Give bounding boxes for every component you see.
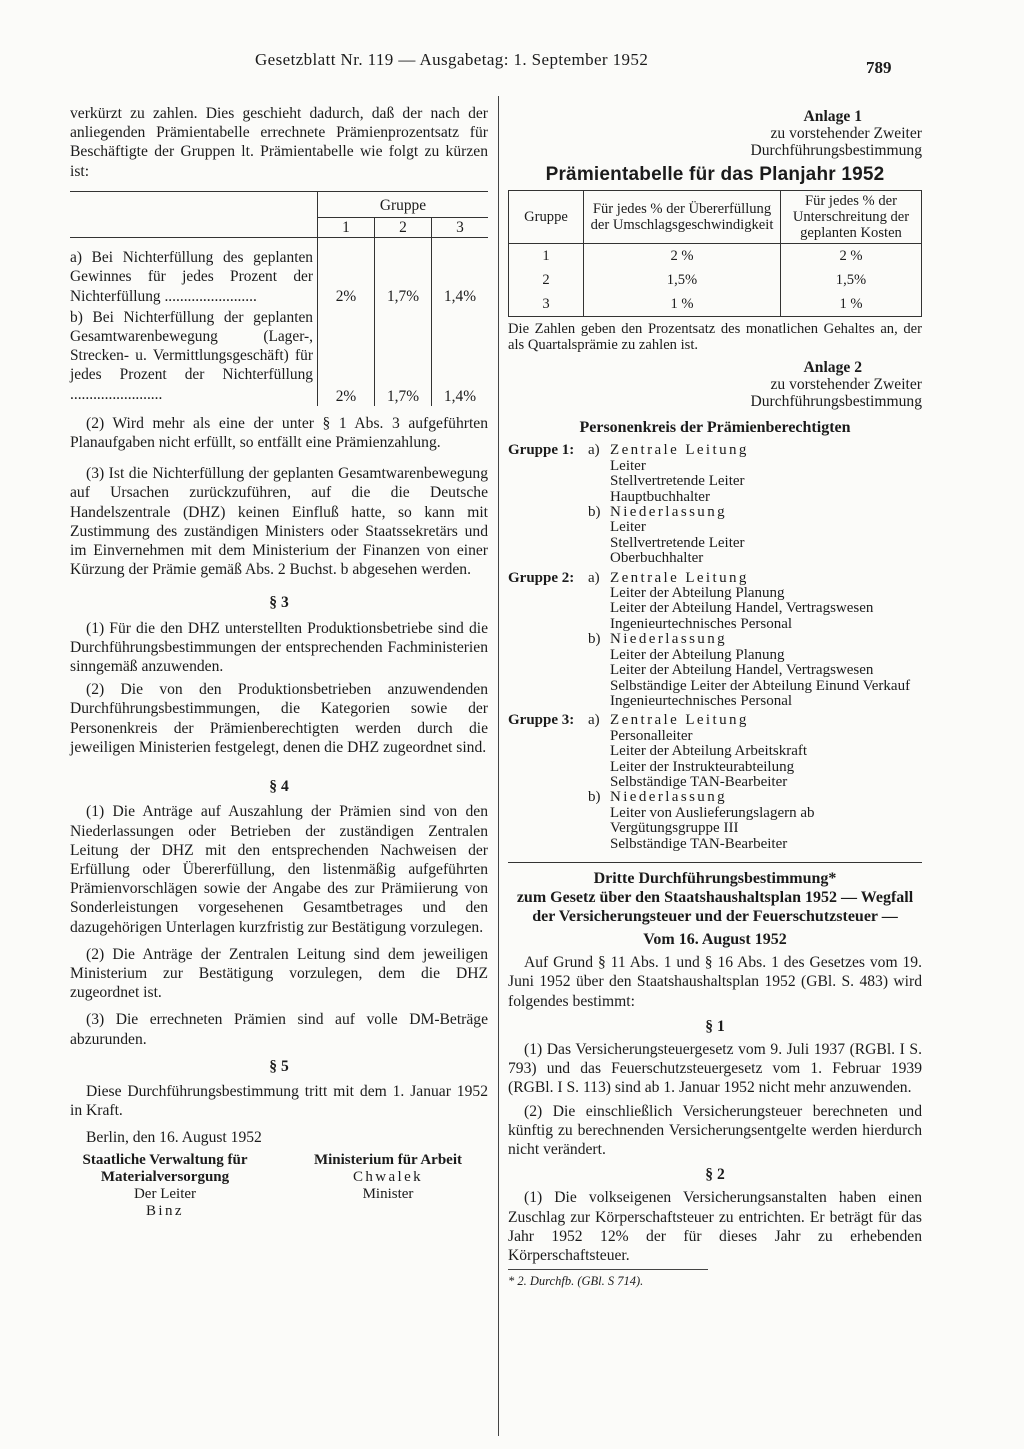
s3-paragraph-2: (2) Die von den Produktionsbetrieben anzuwendenden Durchführungsbestimmungen, die Kategorien sowie der Personenkreis der Prämienberechtigten werden durch die jeweiligen Ministerien festgelegt, denen die DHZ zugeordnet sind.	[70, 681, 488, 756]
s4-paragraph-1: (1) Die Anträge auf Auszahlung der Prämien sind von den Niederlassungen oder Betrieben der zuständigen Zentralen Leitung der DHZ mit den entsprechenden Nachweisen der Erfüllung oder Übererfüllung, den listenmäßig aufgeführten Prämienvorschlägen sowie der Angabe des zur Prämiierung von Sonderleistungen vorgesehenen Gesamtbetrages und den dazugehörigen Unterlagen kurzfristig zur Bestätigung vorzulegen.	[70, 803, 488, 936]
list-item: Leiter der Abteilung Handel, Vertragswesen	[610, 662, 874, 679]
list-item: Leiter von Auslieferungslagern ab Vergütungsgruppe III	[610, 804, 815, 837]
signature-org-left: Staatliche Verwaltung für Materialversorgung	[82, 1151, 248, 1185]
signature-name-right: Chwalek	[352, 1168, 424, 1185]
table-row: 1 2 % 2 %	[509, 244, 922, 269]
group-col-1: 1	[342, 219, 350, 237]
premium-table-note: Die Zahlen geben den Prozentsatz des monatlichen Gehaltes an, der als Quartalsprämie zu zahlen ist.	[508, 321, 922, 354]
right-column	[508, 108, 922, 1291]
group-list	[508, 443, 922, 852]
pt-header-turnover: Für jedes % der Übererfüllung der Umschlagsgeschwindigkeit	[584, 191, 781, 244]
subsection-head: Niederlassung	[610, 789, 728, 806]
dritte-s1-heading: § 1	[705, 1017, 725, 1035]
list-item: Leiter	[610, 457, 646, 474]
group-subsection	[588, 571, 922, 633]
anlage-1-sub2: Durchführungsbestimmung	[750, 142, 922, 159]
table-row: a) Bei Nichterfüllung des geplanten Gewinnes für jedes Prozent der Nichterfüllung ........................ 2% 1,7% 1,4%	[70, 238, 488, 306]
paragraph-2: (2) Wird mehr als eine der unter § 1 Abs. 3 aufgeführten Planaufgaben nicht erfüllt, so entfällt eine Prämienzahlung.	[70, 414, 488, 452]
subsection-letter: a)	[588, 569, 600, 586]
anlage-2-sub2: Durchführungsbestimmung	[750, 393, 922, 411]
table-row: 2 1,5% 1,5%	[509, 268, 922, 292]
group-subsection	[588, 632, 922, 709]
table-row: b) Bei Nichterfüllung der geplanten Gesamtwarenbewegung (Lager-, Strecken- u. Vermittlungsgeschäft) für jedes Prozent der Nichterfüllung ........................ 2% 1,7% 1,4%	[70, 306, 488, 406]
s3-paragraph-1: (1) Für die den DHZ unterstellten Produktionsbetriebe sind die Durchführungsbestimmungen der entsprechenden Fachministerien sinngemäß anzuwenden.	[70, 619, 488, 676]
subsection-letter: b)	[588, 789, 601, 806]
group-header: Gruppe	[379, 196, 427, 214]
group-subsection	[588, 505, 922, 567]
list-item: Oberbuchhalter	[610, 550, 704, 567]
subsection-letter: b)	[588, 504, 601, 521]
list-item: Leiter der Instrukteurabteilung	[610, 758, 795, 775]
dritte-date: Vom 16. August 1952	[643, 930, 787, 948]
list-item: Ingenieurtechnisches Personal	[610, 692, 793, 709]
dritte-title: Dritte Durchführungsbestimmung*	[593, 869, 837, 887]
list-item: Stellvertretende Leiter	[610, 534, 745, 551]
section-3-heading: § 3	[269, 594, 289, 612]
dritte-subtitle: zum Gesetz über den Staatshaushaltsplan 1952 — Wegfall der Versicherungsteuer und der Feuerschutzsteuer —	[516, 888, 914, 925]
list-item: Stellvertretende Leiter	[610, 473, 745, 490]
list-item: Leiter der Abteilung Planung	[610, 646, 785, 663]
dritte-s1-p1: (1) Das Versicherungsteuergesetz vom 9. Juli 1937 (RGBl. I S. 793) und das Feuerschutzsteuergesetz vom 1. Februar 1939 (RGBl. I S. 113) sind ab 1. Januar 1952 nicht mehr anzuwenden.	[508, 1040, 922, 1097]
left-column	[70, 104, 488, 1220]
signature-role-left: Der Leiter	[133, 1185, 197, 1202]
group-entry	[508, 571, 922, 710]
subsection-head: Niederlassung	[610, 631, 728, 648]
page-number: 789	[866, 58, 892, 77]
paragraph-3: (3) Ist die Nichterfüllung der geplanten Gesamtwarenbewegung auf Ursachen zurückzuführen, auf die die Deutsche Handelszentrale (DHZ) keinen Einfluß hatte, so kann mit Zustimmung des zuständigen Ministers oder Staatssekretärs und im Einvernehmen mit dem Ministerium der Finanzen von einer Kürzung der Prämie gemäß Abs. 2 Buchst. b abgesehen werden.	[70, 465, 488, 579]
group-subsection	[588, 443, 922, 505]
reduction-table	[70, 191, 488, 406]
section-4-heading: § 4	[269, 778, 289, 796]
personenkreis-title: Personenkreis der Prämienberechtigten	[579, 419, 851, 437]
list-item: Selbständige TAN-Bearbeiter	[610, 773, 788, 790]
group-subsection	[588, 713, 922, 790]
premium-table-title: Prämientabelle für das Planjahr 1952	[545, 164, 885, 185]
anlage-2-label: Anlage 2	[803, 359, 862, 377]
group-name: Gruppe 2:	[508, 569, 575, 586]
group-name: Gruppe 1:	[508, 442, 575, 459]
list-item: Selbständige TAN-Bearbeiter	[610, 835, 788, 852]
dritte-s2-p1: (1) Die volkseigenen Versicherungsanstalten haben einen Zuschlag zur Körperschaftsteuer zu entrichten. Er beträgt für das Jahr 1952 12% der für dieses Jahr zu erhebenden Körperschaftsteuer.	[508, 1189, 922, 1265]
group-entry	[508, 443, 922, 566]
group-col-3: 3	[431, 218, 488, 237]
subsection-head: Niederlassung	[610, 504, 728, 521]
group-name: Gruppe 3:	[508, 712, 575, 729]
s4-paragraph-2: (2) Die Anträge der Zentralen Leitung sind dem jeweiligen Ministerium zur Bestätigung vorzulegen, dem die DHZ zugeordnet ist.	[70, 945, 488, 1002]
list-item: Personalleiter	[610, 727, 693, 744]
list-item: Leiter der Abteilung Arbeitskraft	[610, 743, 808, 760]
subsection-head: Zentrale Leitung	[610, 442, 749, 459]
anlage-2-sub1: zu vorstehender Zweiter	[770, 376, 922, 394]
signature-name-left: Binz	[146, 1202, 184, 1219]
list-item: Ingenieurtechnisches Personal	[610, 615, 793, 632]
s5-paragraph: Diese Durchführungsbestimmung tritt mit dem 1. Januar 1952 in Kraft.	[70, 1082, 488, 1120]
list-item: Hauptbuchhalter	[610, 488, 710, 505]
list-item: Leiter der Abteilung Handel, Vertragswesen	[610, 600, 874, 617]
page-header: Gesetzblatt Nr. 119 — Ausgabetag: 1. September 1952	[255, 50, 649, 69]
place-date: Berlin, den 16. August 1952	[86, 1129, 262, 1147]
section-5-heading: § 5	[269, 1057, 289, 1075]
footnote: * 2. Durchfb. (GBl. S 714).	[508, 1269, 708, 1291]
table-row: 3 1 % 1 %	[509, 292, 922, 317]
dritte-s1-p2: (2) Die einschließlich Versicherungsteuer berechneten und künftig zu berechnenden Versicherungsentgelte werden hierdurch nicht verändert.	[508, 1102, 922, 1158]
dritte-intro: Auf Grund § 11 Abs. 1 und § 16 Abs. 1 des Gesetzes vom 19. Juni 1952 über den Staatshaushaltsplan 1952 (GBl. S. 483) wird folgendes bestimmt:	[508, 954, 922, 1010]
group-col-2: 2	[374, 218, 431, 237]
s4-paragraph-3: (3) Die errechneten Prämien sind auf volle DM-Beträge abzurunden.	[70, 1011, 488, 1048]
signatures	[70, 1152, 488, 1220]
pt-header-costs: Für jedes % der Unterschreitung der geplanten Kosten	[781, 191, 922, 244]
list-item: Selbständige Leiter der Abteilung Einund Verkauf	[610, 677, 911, 694]
intro-paragraph: verkürzt zu zahlen. Dies geschieht dadurch, daß der nach der anliegenden Prämientabelle errechnete Prämienprozentsatz für Beschäftigte der Gruppen lt. Prämientabelle wie folgt zu kürzen ist:	[70, 105, 488, 180]
signature-org-right: Ministerium für Arbeit	[313, 1151, 463, 1168]
subsection-head: Zentrale Leitung	[610, 712, 749, 729]
subsection-letter: a)	[588, 712, 600, 729]
list-item: Leiter	[610, 519, 646, 536]
column-divider	[498, 96, 499, 1436]
group-entry	[508, 713, 922, 852]
anlage-1-label: Anlage 1	[803, 108, 862, 125]
anlage-1-sub1: zu vorstehender Zweiter	[770, 125, 922, 142]
group-subsection	[588, 790, 922, 852]
subsection-letter: b)	[588, 631, 601, 648]
subsection-head: Zentrale Leitung	[610, 569, 749, 586]
list-item: Leiter der Abteilung Planung	[610, 585, 785, 602]
signature-role-right: Minister	[362, 1185, 414, 1202]
premium-table	[508, 190, 922, 317]
pt-header-group: Gruppe	[509, 191, 584, 244]
subsection-letter: a)	[588, 442, 600, 459]
separator-rule	[508, 862, 922, 863]
dritte-s2-heading: § 2	[705, 1166, 725, 1184]
